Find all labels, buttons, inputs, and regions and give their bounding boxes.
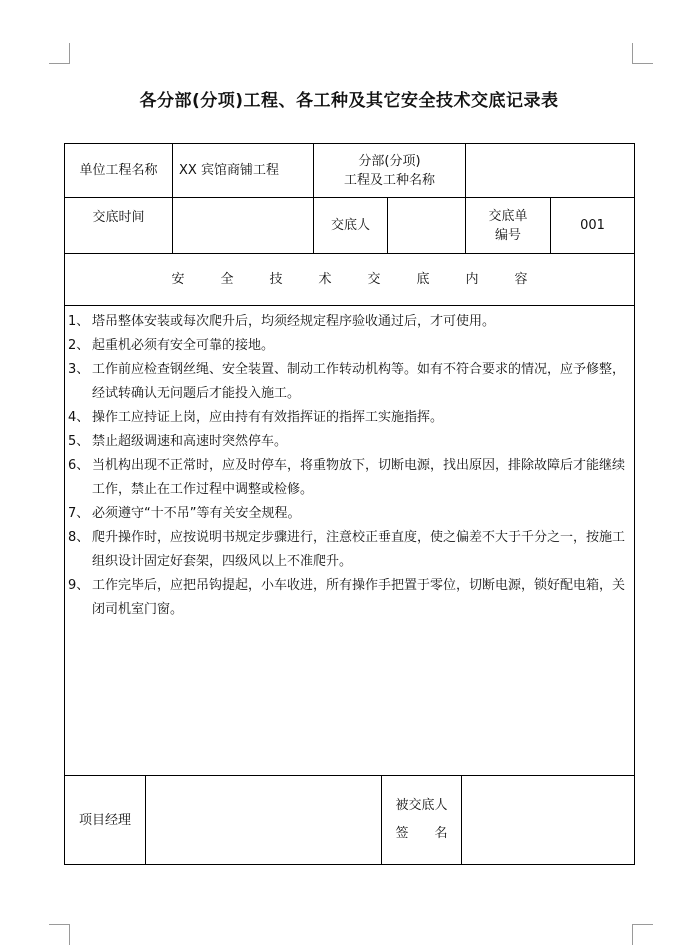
discloser-value bbox=[388, 198, 465, 253]
list-item-number: 4、 bbox=[68, 410, 90, 425]
disclosure-number-label-line1: 交底单 bbox=[488, 208, 528, 224]
project-manager-value bbox=[146, 776, 381, 864]
content-heading-text: 安全技术交底内容 bbox=[171, 272, 564, 287]
list-item-text: 操作工应持证上岗，应由持有有效指挥证的指挥工实施指挥。 bbox=[92, 410, 444, 425]
list-item bbox=[68, 526, 631, 574]
project-manager-label: 项目经理 bbox=[78, 812, 131, 828]
content-heading bbox=[65, 254, 634, 305]
list-item bbox=[68, 334, 631, 358]
crop-mark-top-left bbox=[49, 43, 70, 64]
unit-name-value: XX 宾馆商铺工程 bbox=[179, 163, 279, 178]
list-item-number: 2、 bbox=[68, 338, 90, 353]
discloser-label: 交底人 bbox=[330, 218, 370, 233]
list-item-number: 6、 bbox=[68, 458, 90, 473]
list-item-text: 必须遵守“十不吊”等有关安全规程。 bbox=[92, 506, 301, 521]
list-item-text: 当机构出现不正常时，应及时停车，将重物放下，切断电源，找出原因，排除故障后才能继续工作，禁止在工作过程中调整或检修。 bbox=[92, 458, 626, 497]
disclosure-time-value bbox=[173, 198, 313, 253]
recipient-label-line1: 被交底人 bbox=[395, 798, 448, 813]
list-item-number: 1、 bbox=[68, 314, 90, 329]
list-item-number: 9、 bbox=[68, 578, 90, 593]
disclosure-content-list bbox=[68, 310, 631, 622]
list-item-text: 工作完毕后，应把吊钩提起，小车收进，所有操作手把置于零位，切断电源，锁好配电箱，关闭司机室门窗。 bbox=[92, 578, 626, 617]
recipient-signature-value bbox=[462, 776, 634, 864]
recipient-signature-label bbox=[382, 776, 474, 864]
list-item bbox=[68, 310, 631, 334]
subsection-label bbox=[314, 144, 465, 197]
subsection-value bbox=[466, 144, 634, 197]
subsection-label-line2: 工程及工种名称 bbox=[343, 172, 435, 188]
list-item-number: 8、 bbox=[68, 530, 90, 545]
disclosure-number-label bbox=[466, 198, 550, 253]
list-item-text: 起重机必须有安全可靠的接地。 bbox=[92, 338, 275, 353]
list-item-text: 工作前应检查钢丝绳、安全装置、制动工作转动机构等。如有不符合要求的情况，应予修整，经试转确认无问题后才能投入施工。 bbox=[92, 362, 626, 401]
unit-name-label: 单位工程名称 bbox=[79, 163, 158, 178]
list-item bbox=[68, 406, 631, 430]
recipient-label-line2: 签名 bbox=[395, 826, 474, 841]
disclosure-number-value: 001 bbox=[580, 218, 605, 233]
list-item-text: 塔吊整体安装或每次爬升后，均须经规定程序验收通过后，才可使用。 bbox=[92, 314, 496, 329]
list-item bbox=[68, 574, 631, 622]
crop-mark-bottom-left bbox=[49, 924, 70, 945]
list-item bbox=[68, 502, 631, 526]
list-item-number: 3、 bbox=[68, 362, 90, 377]
list-item-text: 爬升操作时，应按说明书规定步骤进行，注意校正垂直度，使之偏差不大于千分之一，按施工组织设计固定好套架，四级风以上不准爬升。 bbox=[92, 530, 626, 569]
list-item bbox=[68, 430, 631, 454]
disclosure-number-label-line2: 编号 bbox=[494, 227, 521, 243]
list-item-text: 禁止超级调速和高速时突然停车。 bbox=[92, 434, 288, 449]
list-item bbox=[68, 358, 631, 406]
crop-mark-top-right bbox=[632, 43, 653, 64]
subsection-label-line1: 分部(分项) bbox=[358, 153, 421, 169]
list-item bbox=[68, 454, 631, 502]
list-item-number: 7、 bbox=[68, 506, 90, 521]
crop-mark-bottom-right bbox=[632, 924, 653, 945]
document-title: 各分部(分项)工程、各工种及其它安全技术交底记录表 bbox=[139, 91, 559, 111]
disclosure-time-label: 交底时间 bbox=[92, 210, 145, 225]
disclosure-form bbox=[64, 143, 635, 865]
list-item-number: 5、 bbox=[68, 434, 90, 449]
